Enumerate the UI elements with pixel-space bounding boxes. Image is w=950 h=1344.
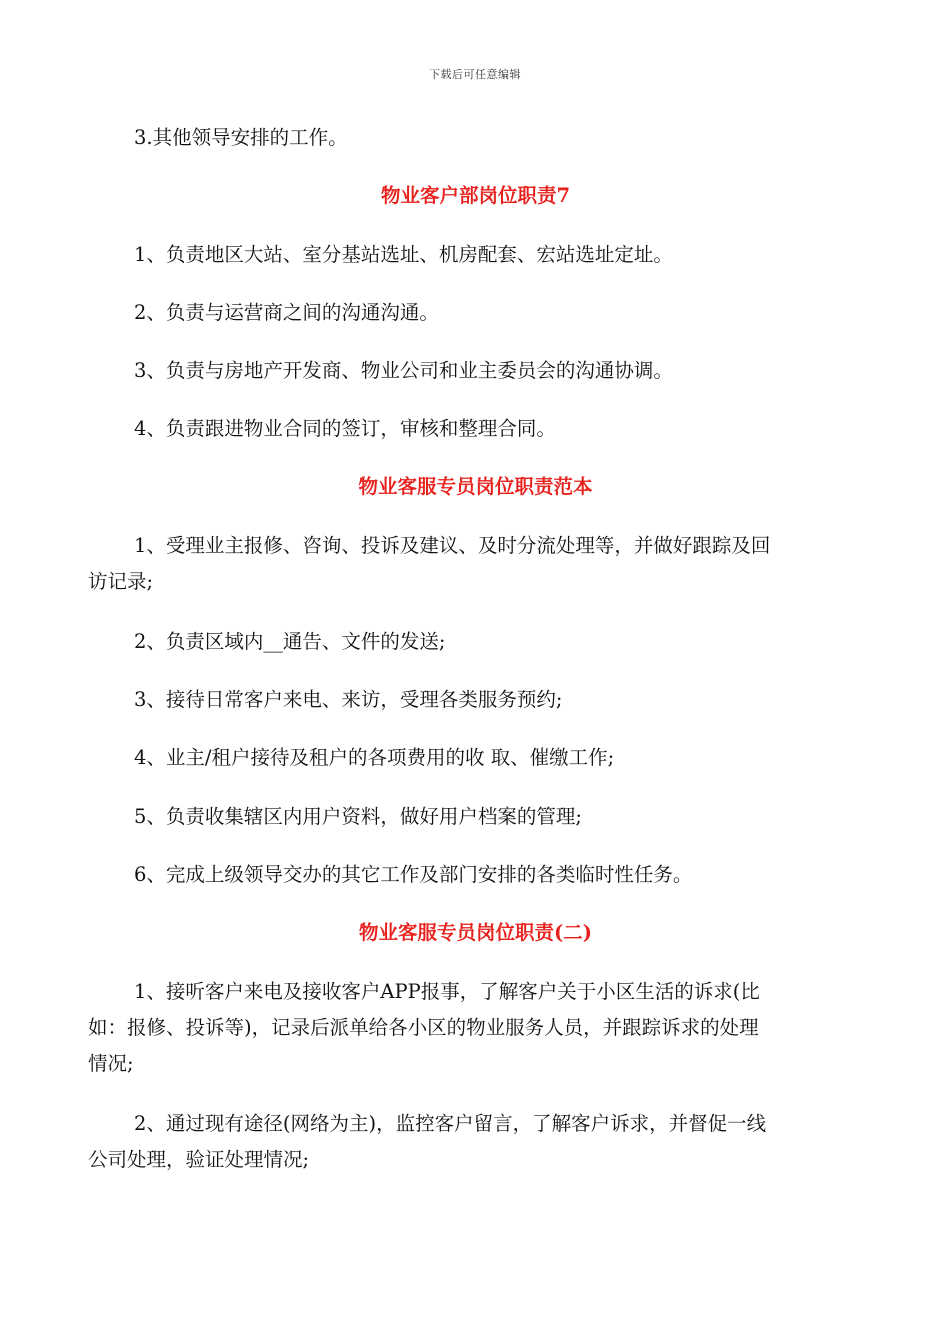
section-title-service-specialist: 物业客服专员岗位职责范本 bbox=[358, 475, 593, 498]
paragraph-continuation: 情况; bbox=[88, 1052, 134, 1075]
paragraph-item: 3、负责与房地产开发商、物业公司和业主委员会的沟通协调。 bbox=[134, 359, 673, 382]
paragraph-item: 3、接待日常客户来电、来访，受理各类服务预约; bbox=[134, 688, 563, 711]
paragraph-item: 2、负责与运营商之间的沟通沟通。 bbox=[134, 301, 439, 324]
paragraph-continuation: 访记录; bbox=[88, 570, 154, 593]
page-header: 下载后可任意编辑 bbox=[429, 68, 521, 81]
paragraph-item: 1、负责地区大站、室分基站选址、机房配套、宏站选址定址。 bbox=[134, 243, 673, 266]
paragraph-item: 3.其他领导安排的工作。 bbox=[134, 126, 348, 149]
paragraph-item: 4、业主/租户接待及租户的各项费用的收 取、催缴工作; bbox=[134, 746, 615, 769]
paragraph-item: 1、受理业主报修、咨询、投诉及建议、及时分流处理等，并做好跟踪及回 bbox=[134, 534, 771, 557]
paragraph-item: 4、负责跟进物业合同的签订，审核和整理合同。 bbox=[134, 417, 556, 440]
paragraph-continuation: 如：报修、投诉等)，记录后派单给各小区的物业服务人员，并跟踪诉求的处理 bbox=[88, 1016, 759, 1039]
paragraph-item: 2、负责区域内__通告、文件的发送; bbox=[134, 630, 446, 653]
section-title-service-specialist-2: 物业客服专员岗位职责(二) bbox=[359, 921, 592, 944]
paragraph-item: 1、接听客户来电及接收客户APP报事，了解客户关于小区生活的诉求(比 bbox=[134, 980, 760, 1003]
paragraph-continuation: 公司处理，验证处理情况; bbox=[88, 1148, 310, 1171]
paragraph-item: 6、完成上级领导交办的其它工作及部门安排的各类临时性任务。 bbox=[134, 863, 693, 886]
paragraph-item: 2、通过现有途径(网络为主)，监控客户留言，了解客户诉求，并督促一线 bbox=[134, 1112, 767, 1135]
section-title-customer-department: 物业客户部岗位职责7 bbox=[380, 184, 571, 207]
paragraph-item: 5、负责收集辖区内用户资料，做好用户档案的管理; bbox=[134, 805, 582, 828]
